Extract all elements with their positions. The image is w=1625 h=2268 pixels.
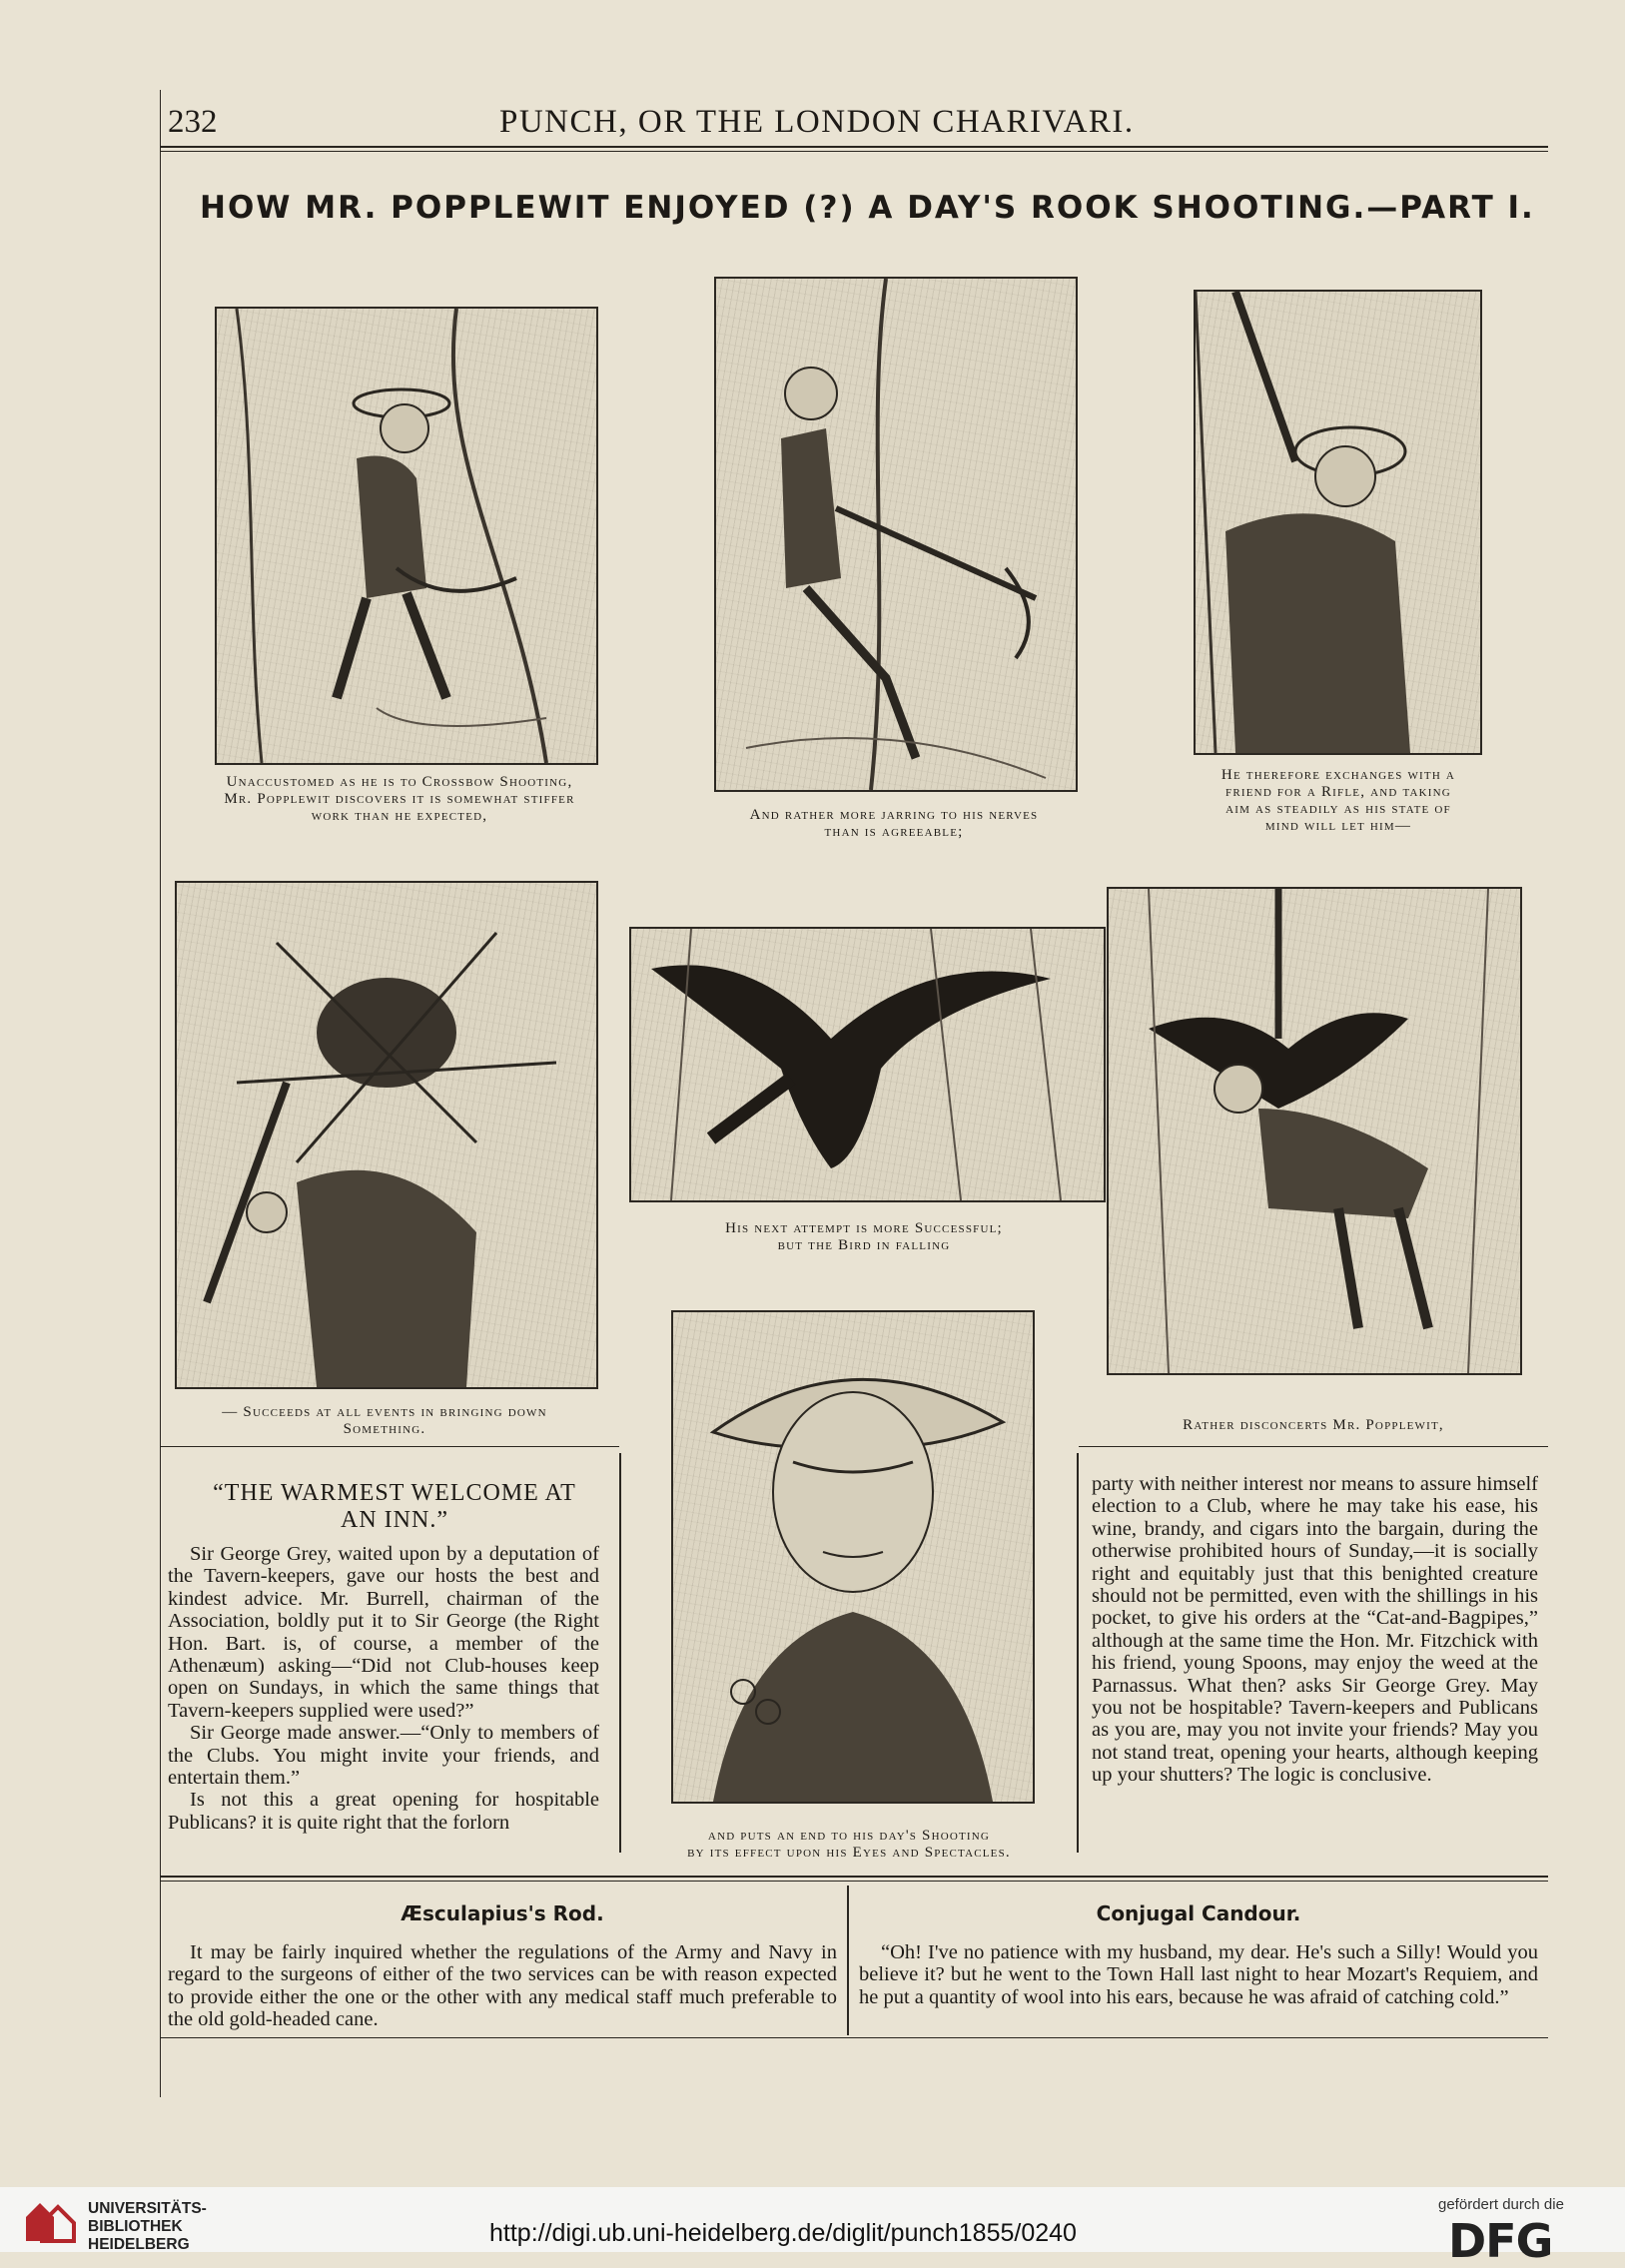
article-candour-body [859, 1941, 1538, 2008]
right-article-rule [1079, 1446, 1548, 1447]
left-article-divider [619, 1453, 621, 1853]
article-candour-paragraph: “Oh! I've no patience with my husband, my dear. He's such a Silly! Would you believe it? but he went to the Town Hall last night to hear Mozart's Requiem, and he put a quantity of wool into his ears, because he was afraid of catching cold.” [859, 1941, 1538, 2008]
illustration-crossbow-jarring [714, 277, 1078, 792]
institution-name: UNIVERSITÄTS- BIBLIOTHEK HEIDELBERG [88, 2200, 207, 2253]
cartoon-title: HOW MR. POPPLEWIT ENJOYED (?) A DAY'S ROOK SHOOTING.—PART I. [200, 190, 1535, 226]
caption-panel-4: — Succeeds at all events in bringing down Something. [222, 1404, 547, 1437]
funding-note: gefördert durch die [1438, 2196, 1564, 2213]
crossbow-aiming-drawing [217, 309, 596, 763]
left-margin-rule [160, 90, 161, 2097]
illustration-bird-strikes [1107, 887, 1522, 1375]
article-inn-title: “THE WARMEST WELCOME AT AN INN.” [213, 1480, 576, 1533]
article-rod-paragraph: It may be fairly inquired whether the regulations of the Army and Navy in regard to the surgeons of either of the two services can be with reason expected to provide either the one or the other with any medical staff much preferable to the old gold-headed cane. [168, 1941, 837, 2031]
bottom-section-rule-bottom [160, 1881, 1548, 1882]
illustration-crossbow-aiming [215, 307, 598, 765]
rook-falling-drawing [631, 929, 1104, 1200]
right-article-divider [1077, 1453, 1079, 1853]
header-rule-top [160, 146, 1548, 148]
nest-falling-drawing [177, 883, 596, 1387]
article-inn-continued-paragraph: party with neither interest nor means to assure himself election to a Club, where he may take his ease, his wine, brandy, and cigars into the bargain, during the otherwise prohibited hours of Sunday,—it is socially right and equitably just that this benighted creature should not be permitted, even with the shillings in his pocket, to give his orders at the “Cat-and-Bagpipes,” although at the same time the Hon. Mr. Fitzchick with his friend, young Spoons, may enjoy the weed at the Parnassus. What then? asks Sir George Grey. May you not be hospitable? Tavern-keepers and Publicans as you are, may you not invite your friends? May you not stand treat, opening your hearts, although keeping up your shutters? The logic is conclusive. [1092, 1473, 1538, 1787]
article-rod-title: Æsculapius's Rod. [401, 1901, 604, 1925]
illustration-rook-falling [629, 927, 1106, 1202]
bottom-column-divider [847, 1886, 849, 2035]
article-inn-paragraph: Sir George Grey, waited upon by a deputation of the Tavern-keepers, gave our hosts the best and kindest advice. Mr. Burrell, chairman of the Association, boldly put it to Sir George (the Right Hon. Bart. is, of course, a member of the Athenæum) asking—“Did not Club-houses keep open on Sundays, in which the same things that Tavern-keepers supplied were used?” [168, 1543, 599, 1722]
university-library-logo-icon [22, 2197, 80, 2245]
article-inn-paragraph: Is not this a great opening for hospitable Publicans? it is quite right that the forlorn [168, 1789, 599, 1834]
illustration-rifle-aiming [1194, 290, 1482, 755]
crossbow-jarring-drawing [716, 279, 1076, 790]
face-portrait-drawing [673, 1312, 1033, 1802]
article-rod-body [168, 1941, 837, 2031]
page-end-rule [160, 2037, 1548, 2038]
caption-panel-3: He therefore exchanges with a friend for a Rifle, and taking aim as steadily as his state of mind will let him— [1220, 767, 1456, 834]
illustration-face-portrait [671, 1310, 1035, 1804]
illustration-nest-falling [175, 881, 598, 1389]
header-rule-bottom [160, 151, 1548, 152]
caption-panel-5: His next attempt is more Successful; but the Bird in falling [725, 1220, 1003, 1253]
publication-title: PUNCH, OR THE LONDON CHARIVARI. [499, 104, 1135, 140]
caption-panel-7: and puts an end to his day's Shooting by its effect upon his Eyes and Spectacles. [687, 1828, 1011, 1861]
bottom-section-rule-top [160, 1876, 1548, 1878]
left-article-rule [160, 1446, 619, 1447]
article-candour-title: Conjugal Candour. [1096, 1901, 1301, 1925]
caption-panel-2: And rather more jarring to his nerves than is agreeable; [749, 807, 1039, 840]
article-inn-continuation [1092, 1473, 1538, 1787]
page-number: 232 [168, 104, 218, 140]
permalink-url[interactable]: http://digi.ub.uni-heidelberg.de/diglit/punch1855/0240 [489, 2219, 1077, 2247]
rifle-aiming-drawing [1196, 292, 1480, 753]
caption-panel-1: Unaccustomed as he is to Crossbow Shooting, Mr. Popplewit discovers it is somewhat stiffer work than he expected, [224, 774, 575, 824]
article-inn-paragraph: Sir George made answer.—“Only to members of the Clubs. You might invite your friends, and entertain them.” [168, 1722, 599, 1790]
dfg-logo: DFG [1448, 2214, 1553, 2268]
bird-strikes-drawing [1109, 889, 1520, 1373]
caption-panel-6: Rather disconcerts Mr. Popplewit, [1183, 1417, 1444, 1433]
article-inn-body [168, 1543, 599, 1834]
